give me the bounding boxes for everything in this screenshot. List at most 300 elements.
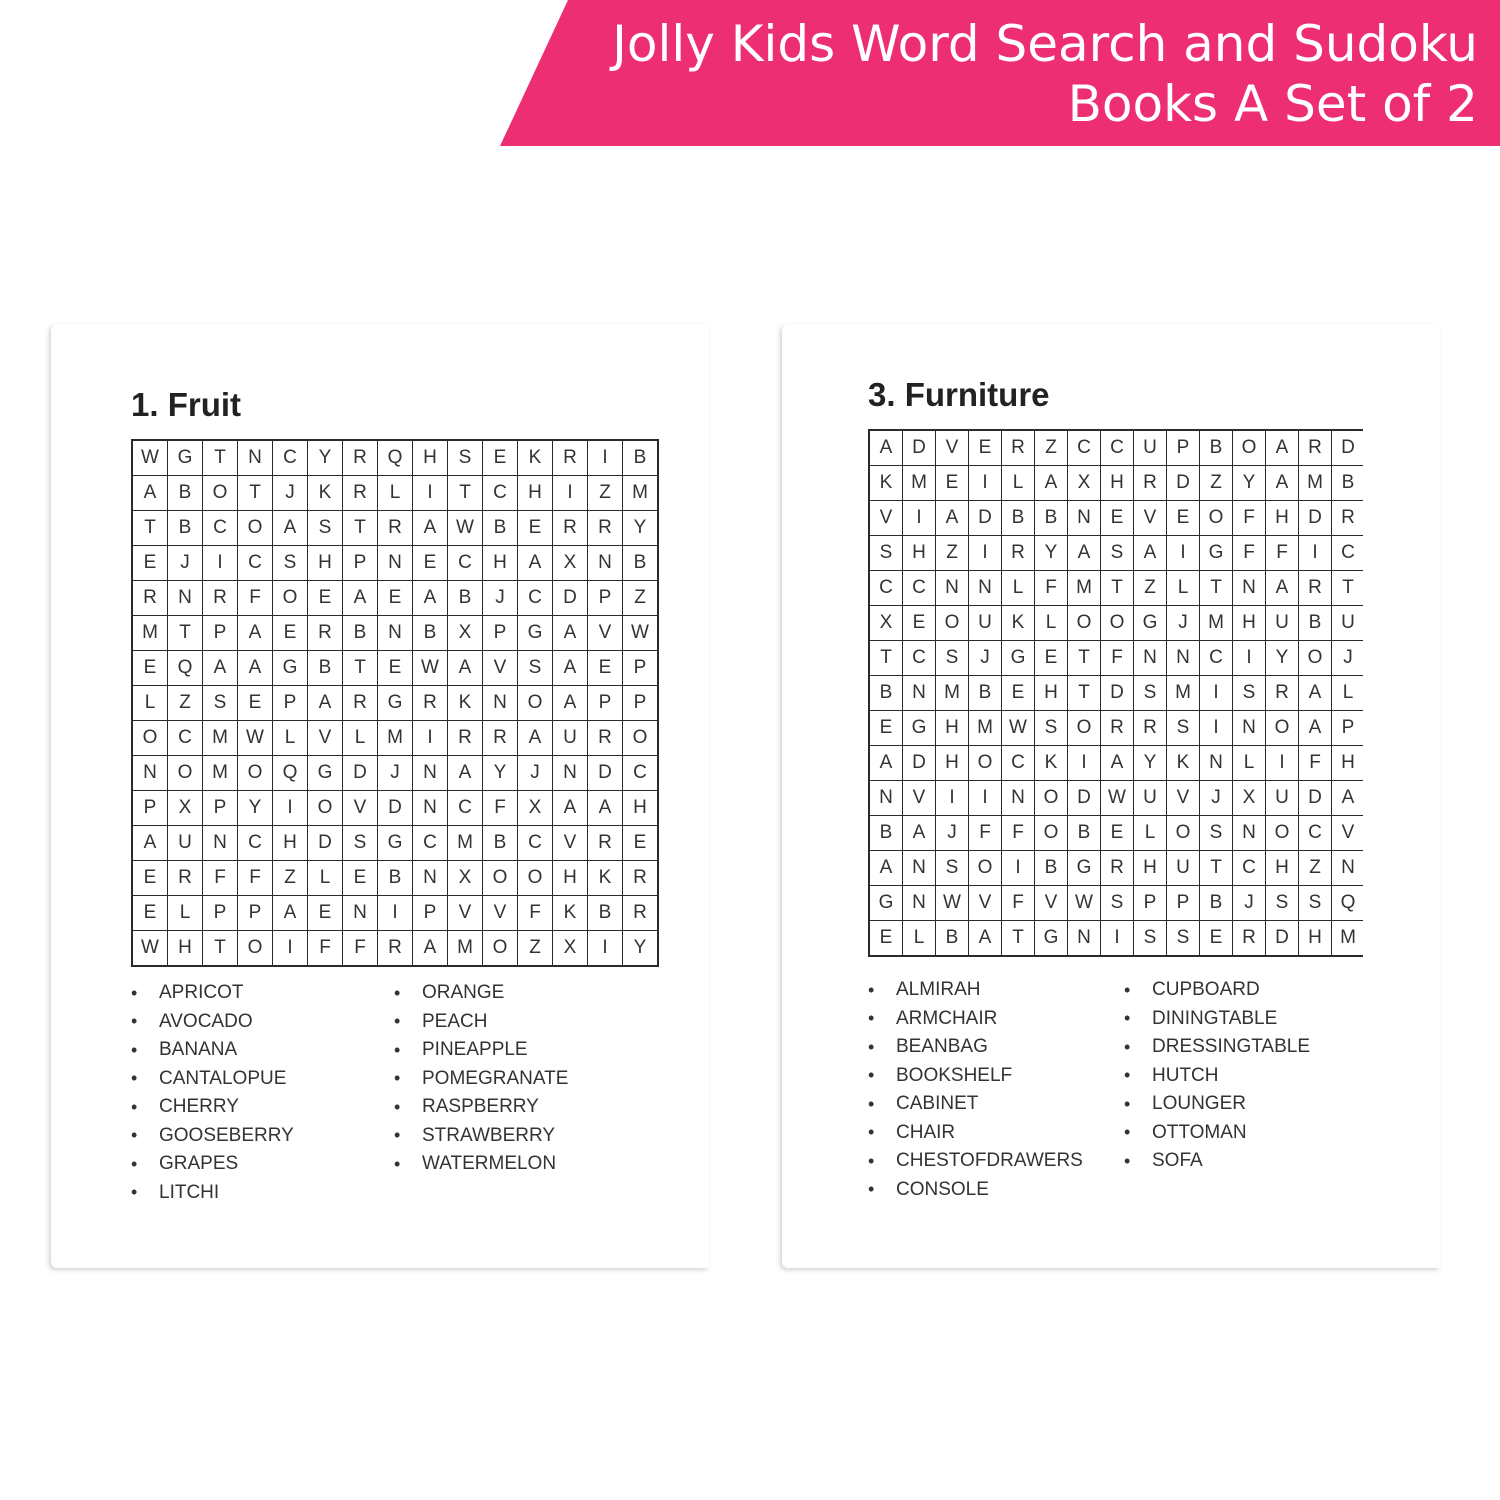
- grid-cell: H: [1266, 501, 1298, 535]
- grid-cell: O: [203, 476, 237, 510]
- grid-cell: O: [1101, 606, 1133, 640]
- grid-cell: E: [133, 896, 167, 930]
- grid-cell: U: [553, 721, 587, 755]
- grid-cell: I: [413, 721, 447, 755]
- grid-cell: S: [1233, 676, 1265, 710]
- grid-cell: B: [623, 441, 657, 475]
- grid-cell: F: [1299, 746, 1331, 780]
- grid-cell: R: [553, 511, 587, 545]
- grid-cell: H: [1299, 921, 1331, 955]
- fruit-puzzle-page: [51, 324, 709, 1268]
- grid-cell: A: [1068, 536, 1100, 570]
- grid-cell: G: [1200, 536, 1232, 570]
- grid-cell: N: [903, 886, 935, 920]
- grid-cell: B: [936, 921, 968, 955]
- grid-cell: O: [1035, 816, 1067, 850]
- grid-cell: B: [623, 546, 657, 580]
- grid-cell: B: [870, 816, 902, 850]
- grid-cell: I: [1266, 746, 1298, 780]
- grid-cell: R: [1332, 501, 1364, 535]
- grid-cell: U: [1134, 431, 1166, 465]
- grid-cell: N: [238, 441, 272, 475]
- grid-cell: O: [1167, 816, 1199, 850]
- grid-cell: F: [1035, 571, 1067, 605]
- grid-cell: R: [588, 826, 622, 860]
- grid-cell: S: [518, 651, 552, 685]
- grid-cell: Q: [1332, 886, 1364, 920]
- word-list-item: • CHERRY: [131, 1093, 394, 1122]
- grid-cell: E: [378, 651, 412, 685]
- grid-cell: P: [588, 581, 622, 615]
- grid-cell: O: [238, 931, 272, 965]
- grid-cell: O: [1266, 711, 1298, 745]
- grid-cell: Z: [273, 861, 307, 895]
- grid-cell: D: [903, 431, 935, 465]
- grid-cell: B: [308, 651, 342, 685]
- grid-cell: A: [1266, 466, 1298, 500]
- grid-cell: I: [273, 931, 307, 965]
- grid-cell: S: [1134, 921, 1166, 955]
- grid-cell: Y: [1266, 641, 1298, 675]
- grid-cell: A: [133, 476, 167, 510]
- grid-cell: M: [1332, 921, 1364, 955]
- grid-cell: P: [1167, 431, 1199, 465]
- grid-cell: H: [273, 826, 307, 860]
- grid-cell: S: [1035, 711, 1067, 745]
- grid-cell: H: [1266, 851, 1298, 885]
- grid-cell: F: [518, 896, 552, 930]
- grid-cell: H: [1101, 466, 1133, 500]
- word-list-item: • WATERMELON: [394, 1150, 657, 1179]
- grid-cell: D: [308, 826, 342, 860]
- grid-cell: A: [413, 511, 447, 545]
- grid-cell: A: [1134, 536, 1166, 570]
- grid-cell: G: [1035, 921, 1067, 955]
- grid-cell: L: [343, 721, 377, 755]
- grid-cell: H: [168, 931, 202, 965]
- grid-cell: S: [936, 851, 968, 885]
- grid-cell: P: [1134, 886, 1166, 920]
- grid-cell: B: [1200, 431, 1232, 465]
- word-list-item: • BANANA: [131, 1036, 394, 1065]
- banner-title-line-2: Books A Set of 2: [1067, 75, 1478, 133]
- grid-cell: I: [1200, 676, 1232, 710]
- grid-cell: E: [903, 606, 935, 640]
- grid-cell: Q: [168, 651, 202, 685]
- grid-cell: N: [553, 756, 587, 790]
- grid-cell: W: [413, 651, 447, 685]
- grid-cell: C: [238, 546, 272, 580]
- grid-cell: N: [936, 571, 968, 605]
- grid-cell: E: [378, 581, 412, 615]
- grid-cell: R: [1299, 571, 1331, 605]
- grid-cell: P: [413, 896, 447, 930]
- grid-cell: Z: [1134, 571, 1166, 605]
- grid-cell: T: [1332, 571, 1364, 605]
- grid-cell: D: [588, 756, 622, 790]
- grid-cell: E: [936, 466, 968, 500]
- grid-cell: K: [553, 896, 587, 930]
- grid-cell: P: [238, 896, 272, 930]
- grid-cell: Z: [518, 931, 552, 965]
- grid-cell: A: [553, 616, 587, 650]
- grid-cell: R: [1266, 676, 1298, 710]
- grid-cell: K: [588, 861, 622, 895]
- grid-cell: A: [870, 851, 902, 885]
- grid-cell: R: [133, 581, 167, 615]
- grid-cell: S: [448, 441, 482, 475]
- grid-cell: H: [1233, 606, 1265, 640]
- grid-cell: G: [378, 826, 412, 860]
- grid-cell: V: [448, 896, 482, 930]
- grid-cell: Y: [1035, 536, 1067, 570]
- grid-cell: C: [448, 546, 482, 580]
- grid-cell: I: [378, 896, 412, 930]
- grid-cell: I: [588, 931, 622, 965]
- grid-cell: V: [483, 651, 517, 685]
- grid-cell: I: [553, 476, 587, 510]
- grid-cell: N: [1233, 816, 1265, 850]
- grid-cell: T: [238, 476, 272, 510]
- grid-cell: C: [903, 641, 935, 675]
- grid-cell: B: [1299, 606, 1331, 640]
- word-list-item: • PEACH: [394, 1008, 657, 1037]
- grid-cell: I: [969, 781, 1001, 815]
- grid-cell: O: [1068, 606, 1100, 640]
- grid-cell: M: [936, 676, 968, 710]
- grid-cell: V: [588, 616, 622, 650]
- grid-cell: N: [1068, 921, 1100, 955]
- grid-cell: W: [623, 616, 657, 650]
- grid-cell: W: [1068, 886, 1100, 920]
- grid-cell: R: [1299, 431, 1331, 465]
- grid-cell: F: [343, 931, 377, 965]
- grid-cell: A: [1266, 431, 1298, 465]
- grid-cell: J: [168, 546, 202, 580]
- grid-cell: K: [1167, 746, 1199, 780]
- grid-cell: H: [1332, 746, 1364, 780]
- grid-cell: C: [238, 826, 272, 860]
- grid-cell: R: [308, 616, 342, 650]
- grid-cell: E: [518, 511, 552, 545]
- word-list-item: • ALMIRAH: [868, 976, 1124, 1005]
- grid-cell: N: [903, 851, 935, 885]
- grid-cell: U: [1167, 851, 1199, 885]
- grid-cell: F: [1233, 536, 1265, 570]
- grid-cell: M: [903, 466, 935, 500]
- grid-cell: Z: [623, 581, 657, 615]
- grid-cell: X: [553, 931, 587, 965]
- grid-cell: B: [483, 826, 517, 860]
- grid-cell: H: [623, 791, 657, 825]
- grid-cell: R: [1134, 466, 1166, 500]
- grid-cell: B: [1068, 816, 1100, 850]
- grid-cell: N: [969, 571, 1001, 605]
- grid-cell: Y: [483, 756, 517, 790]
- grid-cell: A: [343, 581, 377, 615]
- grid-cell: R: [553, 441, 587, 475]
- grid-cell: V: [553, 826, 587, 860]
- grid-cell: G: [308, 756, 342, 790]
- grid-cell: C: [1101, 431, 1133, 465]
- grid-cell: O: [1035, 781, 1067, 815]
- grid-cell: N: [588, 546, 622, 580]
- grid-cell: F: [308, 931, 342, 965]
- grid-cell: E: [1035, 641, 1067, 675]
- grid-cell: C: [1002, 746, 1034, 780]
- grid-cell: O: [936, 606, 968, 640]
- grid-cell: K: [518, 441, 552, 475]
- grid-cell: N: [1233, 571, 1265, 605]
- grid-cell: T: [448, 476, 482, 510]
- grid-cell: N: [413, 861, 447, 895]
- grid-cell: L: [1002, 466, 1034, 500]
- grid-cell: R: [343, 476, 377, 510]
- grid-cell: T: [1068, 641, 1100, 675]
- grid-cell: A: [553, 651, 587, 685]
- grid-cell: I: [1233, 641, 1265, 675]
- grid-cell: O: [273, 581, 307, 615]
- grid-cell: E: [1167, 501, 1199, 535]
- grid-cell: J: [1233, 886, 1265, 920]
- grid-cell: R: [203, 581, 237, 615]
- grid-cell: C: [273, 441, 307, 475]
- grid-cell: R: [1101, 711, 1133, 745]
- grid-cell: B: [343, 616, 377, 650]
- grid-cell: T: [133, 511, 167, 545]
- grid-cell: A: [203, 651, 237, 685]
- grid-cell: A: [448, 756, 482, 790]
- grid-cell: S: [273, 546, 307, 580]
- grid-cell: T: [343, 511, 377, 545]
- grid-cell: H: [413, 441, 447, 475]
- grid-cell: O: [518, 686, 552, 720]
- grid-cell: X: [448, 861, 482, 895]
- grid-cell: V: [936, 431, 968, 465]
- grid-cell: N: [1167, 641, 1199, 675]
- grid-cell: N: [1068, 501, 1100, 535]
- grid-cell: A: [1035, 466, 1067, 500]
- grid-cell: A: [870, 431, 902, 465]
- grid-cell: O: [1200, 501, 1232, 535]
- grid-cell: O: [969, 851, 1001, 885]
- grid-cell: E: [1101, 501, 1133, 535]
- grid-cell: A: [969, 921, 1001, 955]
- grid-cell: R: [378, 511, 412, 545]
- grid-cell: H: [936, 746, 968, 780]
- grid-cell: A: [588, 791, 622, 825]
- grid-cell: M: [448, 931, 482, 965]
- grid-cell: F: [1266, 536, 1298, 570]
- banner-title-line-1: Jolly Kids Word Search and Sudoku: [612, 15, 1478, 73]
- grid-cell: A: [133, 826, 167, 860]
- grid-cell: I: [203, 546, 237, 580]
- grid-cell: S: [1299, 886, 1331, 920]
- grid-cell: J: [273, 476, 307, 510]
- grid-cell: T: [343, 651, 377, 685]
- grid-cell: E: [1101, 816, 1133, 850]
- grid-cell: L: [308, 861, 342, 895]
- grid-cell: D: [1299, 501, 1331, 535]
- grid-cell: F: [969, 816, 1001, 850]
- grid-cell: O: [308, 791, 342, 825]
- grid-cell: C: [1233, 851, 1265, 885]
- grid-cell: V: [308, 721, 342, 755]
- grid-cell: N: [343, 896, 377, 930]
- word-list-item: • ARMCHAIR: [868, 1005, 1124, 1034]
- grid-cell: L: [903, 921, 935, 955]
- grid-cell: O: [1233, 431, 1265, 465]
- grid-cell: X: [1233, 781, 1265, 815]
- fruit-letter-grid: [131, 439, 659, 967]
- grid-cell: M: [133, 616, 167, 650]
- grid-cell: M: [203, 756, 237, 790]
- grid-cell: N: [1233, 711, 1265, 745]
- grid-cell: L: [1035, 606, 1067, 640]
- grid-cell: B: [969, 676, 1001, 710]
- grid-cell: M: [203, 721, 237, 755]
- grid-cell: B: [378, 861, 412, 895]
- furniture-word-list: [868, 976, 1380, 1204]
- grid-cell: E: [870, 921, 902, 955]
- grid-cell: N: [870, 781, 902, 815]
- grid-cell: B: [448, 581, 482, 615]
- grid-cell: H: [1134, 851, 1166, 885]
- grid-cell: P: [203, 616, 237, 650]
- grid-cell: X: [518, 791, 552, 825]
- grid-cell: I: [1068, 746, 1100, 780]
- grid-cell: C: [203, 511, 237, 545]
- grid-cell: N: [1332, 851, 1364, 885]
- grid-cell: P: [483, 616, 517, 650]
- word-list-item: • CONSOLE: [868, 1176, 1124, 1205]
- grid-cell: H: [936, 711, 968, 745]
- grid-cell: I: [1299, 536, 1331, 570]
- word-list-item: • AVOCADO: [131, 1008, 394, 1037]
- grid-cell: J: [518, 756, 552, 790]
- grid-cell: V: [1167, 781, 1199, 815]
- word-list-item: • CABINET: [868, 1090, 1124, 1119]
- grid-cell: Z: [1299, 851, 1331, 885]
- grid-cell: N: [413, 756, 447, 790]
- word-list-item: • SOFA: [1124, 1147, 1380, 1176]
- grid-cell: Z: [936, 536, 968, 570]
- grid-cell: Y: [623, 931, 657, 965]
- grid-cell: D: [378, 791, 412, 825]
- grid-cell: V: [1332, 816, 1364, 850]
- grid-cell: A: [1332, 781, 1364, 815]
- grid-cell: D: [1068, 781, 1100, 815]
- grid-cell: S: [1167, 921, 1199, 955]
- grid-cell: J: [1167, 606, 1199, 640]
- grid-cell: M: [1200, 606, 1232, 640]
- grid-cell: E: [1002, 676, 1034, 710]
- grid-cell: S: [1167, 711, 1199, 745]
- grid-cell: V: [870, 501, 902, 535]
- grid-cell: A: [308, 686, 342, 720]
- grid-cell: V: [903, 781, 935, 815]
- grid-cell: A: [413, 931, 447, 965]
- grid-cell: Z: [1035, 431, 1067, 465]
- grid-cell: O: [1266, 816, 1298, 850]
- grid-cell: E: [413, 546, 447, 580]
- grid-cell: F: [203, 861, 237, 895]
- grid-cell: T: [203, 931, 237, 965]
- grid-cell: J: [483, 581, 517, 615]
- grid-cell: X: [168, 791, 202, 825]
- grid-cell: I: [1200, 711, 1232, 745]
- grid-cell: N: [1200, 746, 1232, 780]
- grid-cell: C: [623, 756, 657, 790]
- grid-cell: Z: [1200, 466, 1232, 500]
- grid-cell: W: [1101, 781, 1133, 815]
- grid-cell: K: [308, 476, 342, 510]
- grid-cell: B: [1035, 501, 1067, 535]
- grid-cell: Y: [1134, 746, 1166, 780]
- grid-cell: V: [1134, 501, 1166, 535]
- grid-cell: I: [273, 791, 307, 825]
- grid-cell: O: [969, 746, 1001, 780]
- grid-cell: R: [588, 721, 622, 755]
- grid-cell: W: [133, 931, 167, 965]
- grid-cell: E: [273, 616, 307, 650]
- grid-cell: M: [623, 476, 657, 510]
- grid-cell: P: [133, 791, 167, 825]
- grid-cell: X: [448, 616, 482, 650]
- grid-cell: N: [378, 546, 412, 580]
- grid-cell: N: [378, 616, 412, 650]
- grid-cell: T: [1002, 921, 1034, 955]
- grid-cell: L: [378, 476, 412, 510]
- grid-cell: S: [1101, 536, 1133, 570]
- grid-cell: I: [969, 536, 1001, 570]
- grid-cell: T: [168, 616, 202, 650]
- grid-cell: P: [623, 686, 657, 720]
- grid-cell: U: [1266, 606, 1298, 640]
- grid-cell: N: [133, 756, 167, 790]
- grid-cell: F: [1002, 816, 1034, 850]
- word-list-item: • POMEGRANATE: [394, 1065, 657, 1094]
- grid-cell: C: [168, 721, 202, 755]
- grid-cell: B: [870, 676, 902, 710]
- word-list-item: • CUPBOARD: [1124, 976, 1380, 1005]
- grid-cell: K: [1035, 746, 1067, 780]
- grid-cell: E: [308, 896, 342, 930]
- grid-cell: I: [1002, 851, 1034, 885]
- grid-cell: D: [1299, 781, 1331, 815]
- grid-cell: N: [1134, 641, 1166, 675]
- grid-cell: H: [483, 546, 517, 580]
- grid-cell: F: [238, 581, 272, 615]
- grid-cell: V: [969, 886, 1001, 920]
- grid-cell: G: [870, 886, 902, 920]
- word-list-item: • CHAIR: [868, 1119, 1124, 1148]
- grid-cell: W: [238, 721, 272, 755]
- banner-title: [578, 14, 1478, 134]
- word-list-item: • ORANGE: [394, 979, 657, 1008]
- grid-cell: R: [1002, 536, 1034, 570]
- grid-cell: N: [203, 826, 237, 860]
- grid-cell: G: [273, 651, 307, 685]
- grid-cell: V: [1035, 886, 1067, 920]
- grid-cell: L: [273, 721, 307, 755]
- grid-cell: R: [343, 441, 377, 475]
- grid-cell: E: [623, 826, 657, 860]
- grid-cell: E: [133, 546, 167, 580]
- grid-cell: R: [623, 896, 657, 930]
- grid-cell: M: [448, 826, 482, 860]
- grid-cell: W: [1002, 711, 1034, 745]
